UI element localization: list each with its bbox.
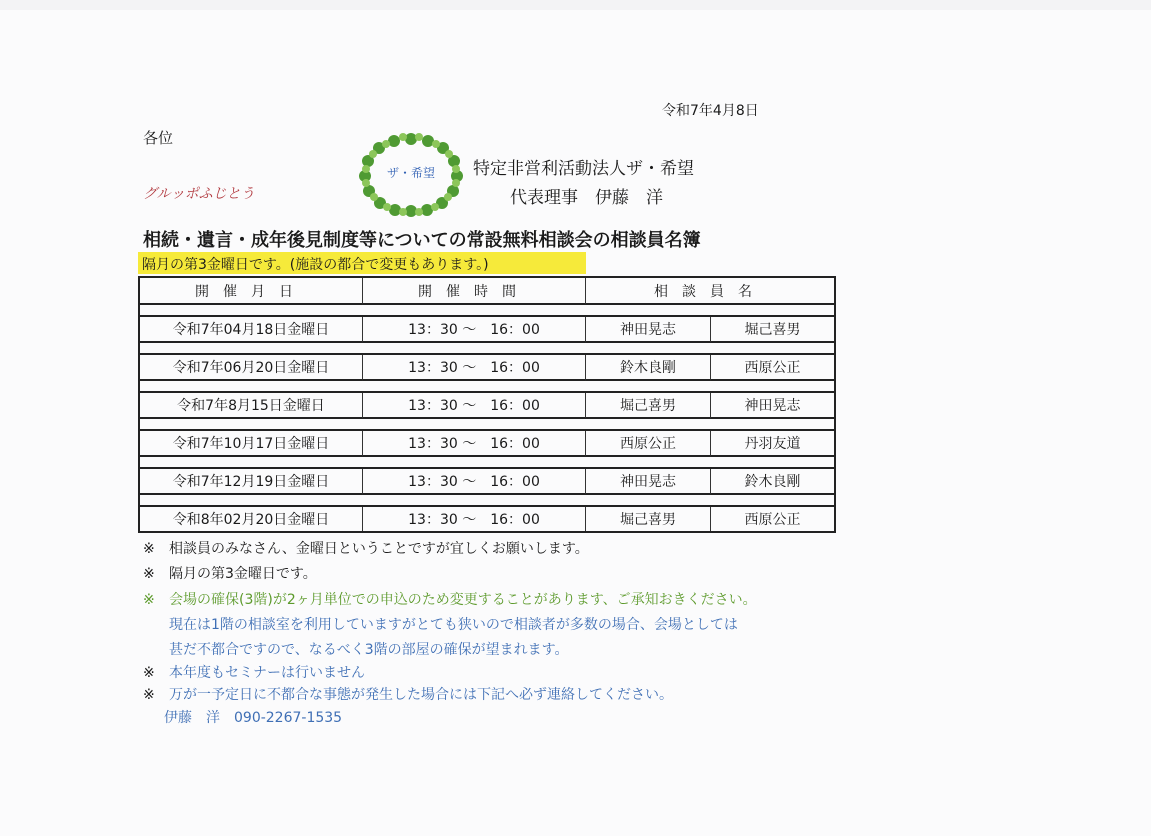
highlight-note-text: 隔月の第3金曜日です。(施設の都合で変更もあります。) [142,257,489,273]
row-date: 令和7年06月20日金曜日 [140,355,363,381]
row-spacer [140,381,834,393]
row-spacer [140,419,834,431]
row-spacer [140,343,834,355]
row-consultant-1: 堀己喜男 [586,393,711,419]
document-date: 令和7年4月8日 [662,103,759,119]
row-consultant-1: 堀己喜男 [586,507,711,531]
note-3 [143,589,757,609]
consultant-schedule-table [138,276,836,533]
table-header-row [140,278,834,305]
row-consultant-2: 丹羽友道 [711,431,834,457]
row-consultant-2: 堀己喜男 [711,317,834,343]
row-time: 13：30 ～ 16：00 [363,317,586,343]
wreath-logo [358,131,464,217]
row-time: 13：30 ～ 16：00 [363,507,586,531]
organization-name: 特定非営利活動法人ザ・希望 [473,159,694,179]
table-row [140,317,834,343]
note-5-text: 万が一予定日に不都合な事態が発生した場合には下記へ必ず連絡してください。 [169,687,673,703]
note-4-text: 本年度もセミナーは行いません [169,665,365,681]
row-consultant-2: 西原公正 [711,355,834,381]
note-5 [143,684,673,704]
page-title: 相続・遺言・成年後見制度等についての常設無料相談会の相談員名簿 [143,230,701,251]
row-date: 令和8年02月20日金曜日 [140,507,363,531]
row-time: 13：30 ～ 16：00 [363,393,586,419]
header-time: 開催時間 [363,278,586,305]
note-3-text: 会場の確保(3階)が2ヶ月単位での申込のため変更することがあります、ご承知おきください。 [169,592,757,608]
row-consultant-2: 西原公正 [744,512,801,528]
row-consultant-1: 西原公正 [586,431,711,457]
row-consultant-1: 神田晃志 [586,469,711,495]
note-mark: ※ [143,566,155,582]
note-mark: ※ [143,541,155,557]
header-consultants: 相談員名 [586,278,834,305]
row-consultant-1: 神田晃志 [586,317,711,343]
group-name: グルッポふじとう [143,186,255,202]
row-date: 令和7年8月15日金曜日 [140,393,363,419]
table-row [140,469,834,495]
note-mark: ※ [143,592,155,608]
representative-name: 代表理事 伊藤 洋 [510,188,663,208]
row-consultant-2: 鈴木良剛 [711,469,834,495]
row-time: 13：30 ～ 16：00 [363,355,586,381]
note-3-detail-1: 現在は1階の相談室を利用していますがとても狭いので相談者が多数の場合、会場としては [169,617,738,633]
row-date: 令和7年10月17日金曜日 [140,431,363,457]
note-3-detail-2: 甚だ不都合ですので、なるべく3階の部屋の確保が望まれます。 [169,642,569,658]
note-2-text: 隔月の第3金曜日です。 [169,566,317,582]
logo-text: ザ・希望 [386,166,436,180]
row-spacer [140,495,834,507]
table-row [140,431,834,457]
note-2 [143,563,317,583]
row-date: 令和7年04月18日金曜日 [140,317,363,343]
note-mark: ※ [143,687,155,703]
note-1-text: 相談員のみなさん、金曜日ということですが宜しくお願いします。 [169,541,589,557]
note-4 [143,662,365,682]
addressee: 各位 [143,129,174,147]
contact-info: 伊藤 洋 090-2267-1535 [164,710,343,726]
row-spacer [140,457,834,469]
note-1 [143,538,589,558]
table-row [140,393,834,419]
row-consultant-1: 鈴木良剛 [586,355,711,381]
row-date: 令和7年12月19日金曜日 [140,469,363,495]
header-date: 開催月日 [140,278,363,305]
row-spacer [140,305,834,317]
note-mark: ※ [143,665,155,681]
table-row [140,355,834,381]
row-consultant-2: 神田晃志 [711,393,834,419]
row-time: 13：30 ～ 16：00 [363,469,586,495]
highlight-note [138,252,586,274]
row-time: 13：30 ～ 16：00 [363,431,586,457]
table-row [140,507,834,531]
